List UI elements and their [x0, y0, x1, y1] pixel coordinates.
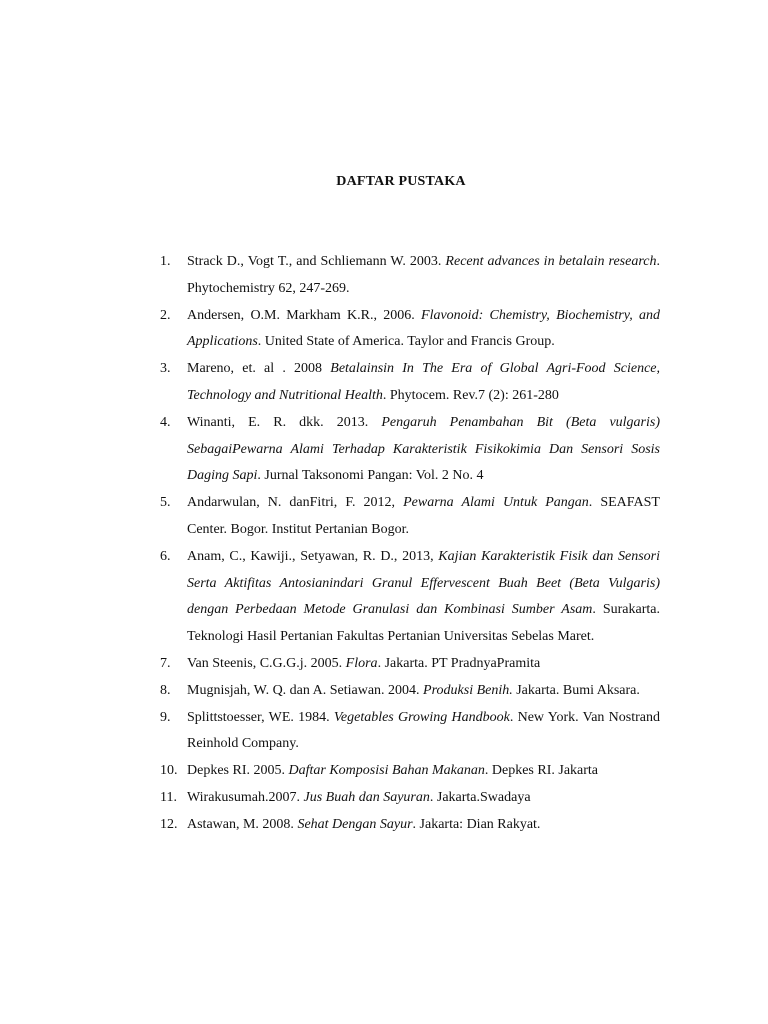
reference-text — [187, 356, 660, 410]
reference-number: 11. — [160, 789, 177, 805]
page-title: DAFTAR PUSTAKA — [336, 174, 466, 189]
reference-title: Betalainsin In The Era of Global Agri-Food Science, Technology and Nutritional Health — [187, 361, 660, 403]
reference-item — [160, 678, 660, 705]
reference-item — [160, 785, 660, 812]
reference-title: Flora — [345, 655, 378, 671]
reference-authors: Wirakusumah.2007. — [187, 789, 304, 805]
reference-title: Daftar Komposisi Bahan Makanan — [288, 763, 485, 779]
reference-number: 6. — [160, 548, 171, 564]
reference-authors: Depkes RI. 2005. — [187, 763, 289, 779]
reference-text — [187, 544, 660, 651]
reference-number: 7. — [160, 655, 171, 671]
reference-source: . Jakarta: Dian Rakyat. — [412, 816, 541, 832]
reference-source: . New York. Van Nostrand Reinhold Company. — [187, 709, 660, 752]
reference-source: . SEAFAST Center. Bogor. Institut Pertanian Bogor. — [187, 495, 660, 537]
reference-number: 5. — [160, 495, 171, 511]
reference-item — [160, 758, 660, 785]
reference-number: 2. — [160, 307, 171, 323]
reference-number: 4. — [160, 414, 171, 430]
reference-text — [187, 490, 660, 544]
reference-item — [160, 356, 660, 410]
reference-title: Flavonoid: Chemistry, Biochemistry, and Applications — [187, 307, 660, 350]
reference-authors: Van Steenis, C.G.G.j. 2005. — [187, 655, 346, 671]
reference-text — [187, 705, 660, 759]
reference-text — [187, 410, 660, 490]
reference-source: . Jakarta.Swadaya — [429, 789, 531, 805]
reference-source: . Jakarta. PT PradnyaPramita — [377, 655, 541, 671]
reference-number: 3. — [160, 361, 171, 377]
reference-authors: Mareno, et. al . 2008 — [187, 361, 331, 377]
reference-authors: Andarwulan, N. danFitri, F. 2012, — [187, 495, 404, 511]
reference-number: 10. — [160, 763, 178, 779]
reference-number: 12. — [160, 816, 178, 832]
reference-text — [187, 678, 660, 705]
reference-text — [187, 249, 660, 303]
reference-title: Vegetables Growing Handbook — [333, 709, 510, 725]
reference-title: Kajian Karakteristik Fisik dan Sensori Serta Aktifitas Antosianindari Granul Effervescent Buah Beet (Beta Vulgaris) dengan Perbedaan Metode Granulasi dan Kombinasi Sumber Asam — [187, 548, 661, 618]
reference-item — [160, 249, 660, 303]
reference-source: . Phytocem. Rev.7 (2): 261-280 — [382, 387, 559, 403]
reference-item — [160, 410, 660, 490]
reference-title: Recent advances in betalain research — [445, 254, 657, 269]
reference-item — [160, 303, 660, 357]
reference-number: 1. — [160, 254, 171, 269]
reference-item — [160, 812, 660, 839]
reference-title: Pengaruh Penambahan Bit (Beta vulgaris) SebagaiPewarna Alami Terhadap Karakteristik Fisikokimia Dan Sensori Sosis Daging Sapi — [187, 414, 660, 484]
reference-item — [160, 651, 660, 678]
reference-source: . Jurnal Taksonomi Pangan: Vol. 2 No. 4 — [257, 468, 484, 484]
reference-source: . Depkes RI. Jakarta — [484, 763, 599, 779]
reference-item — [160, 490, 660, 544]
reference-authors: Splittstoesser, WE. 1984. — [187, 709, 334, 725]
reference-list — [160, 249, 660, 839]
reference-source: Jakarta. Bumi Aksara. — [512, 682, 640, 698]
reference-source: . Phytochemistry 62, 247-269. — [187, 254, 660, 296]
reference-authors: Winanti, E. R. dkk. 2013. — [187, 414, 382, 430]
reference-authors: Astawan, M. 2008. — [187, 816, 298, 832]
reference-text — [187, 758, 660, 785]
reference-authors: Strack D., Vogt T., and Schliemann W. 2003. — [187, 254, 446, 269]
reference-text — [187, 303, 660, 357]
reference-item — [160, 705, 660, 759]
reference-number: 9. — [160, 709, 171, 725]
reference-item — [160, 544, 660, 651]
reference-text — [187, 785, 660, 812]
reference-text — [187, 812, 660, 839]
reference-authors: Mugnisjah, W. Q. dan A. Setiawan. 2004. — [187, 682, 424, 698]
reference-source: . United State of America. Taylor and Francis Group. — [257, 334, 555, 350]
reference-authors: Anam, C., Kawiji., Setyawan, R. D., 2013, — [187, 548, 439, 564]
reference-title: Jus Buah dan Sayuran — [303, 789, 430, 805]
reference-source: . Surakarta. Teknologi Hasil Pertanian Fakultas Pertanian Universitas Sebelas Maret. — [187, 602, 660, 645]
reference-text — [187, 651, 660, 678]
reference-number: 8. — [160, 682, 171, 698]
reference-title: Sehat Dengan Sayur — [297, 816, 413, 832]
reference-title: Produksi Benih. — [423, 682, 513, 698]
reference-title: Pewarna Alami Untuk Pangan — [403, 495, 589, 511]
reference-authors: Andersen, O.M. Markham K.R., 2006. — [187, 307, 422, 323]
